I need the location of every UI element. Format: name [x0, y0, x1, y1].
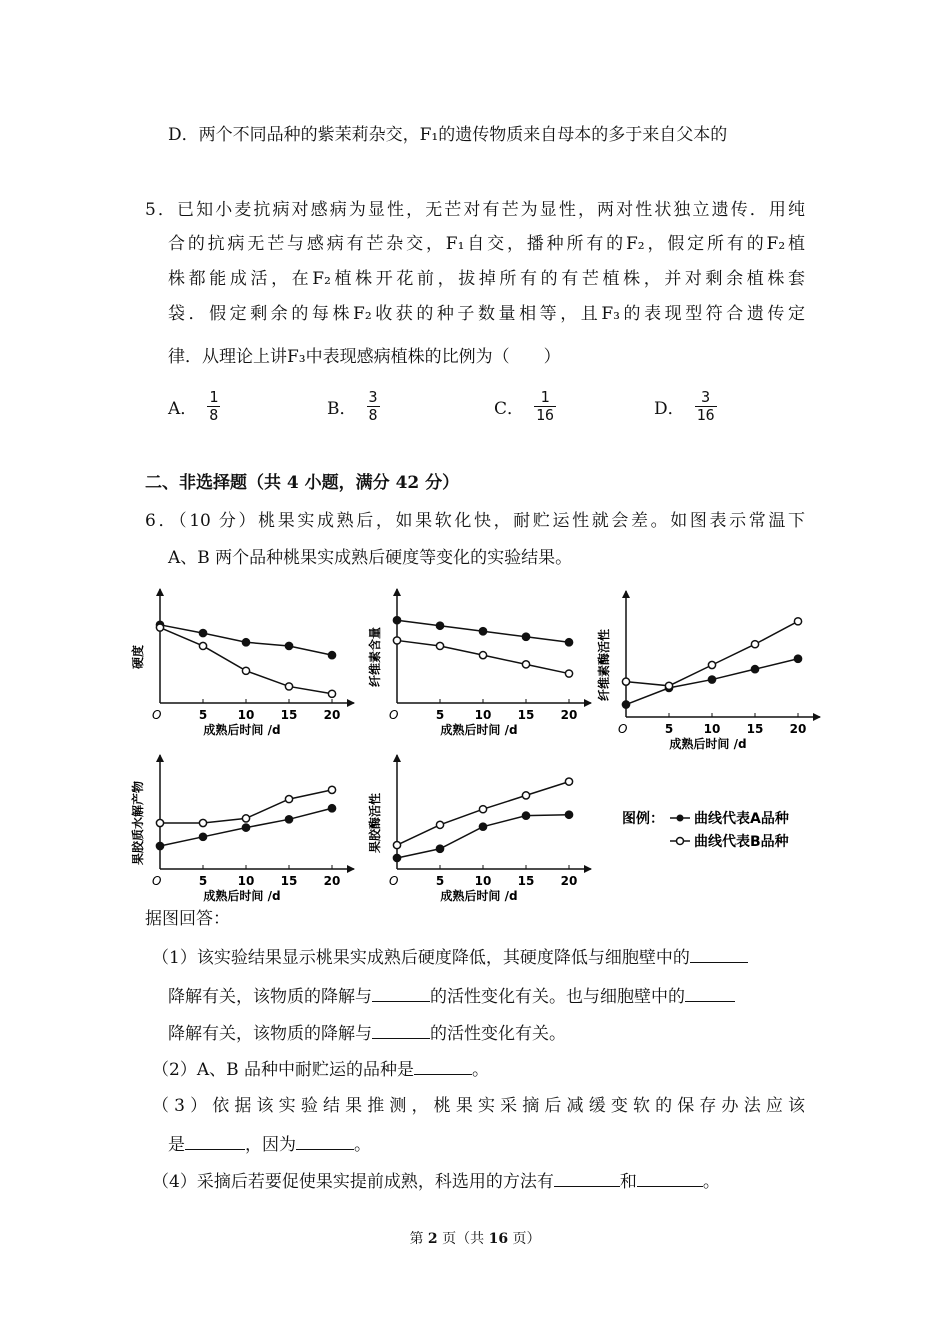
q5-option-d[interactable] — [654, 386, 717, 426]
data-point-a — [479, 628, 486, 635]
x-tick-label: 10 — [703, 722, 721, 736]
data-point-a — [708, 676, 715, 683]
x-axis-label: 成熟后时间 /d — [669, 737, 747, 751]
data-point-b — [199, 819, 206, 826]
x-axis-label: 成熟后时间 /d — [203, 889, 281, 903]
x-tick-label: 15 — [517, 874, 535, 888]
data-point-b — [665, 682, 672, 689]
figure-charts — [0, 585, 950, 905]
data-point-a — [436, 845, 443, 852]
x-tick-label: 10 — [237, 708, 255, 722]
y-axis-label: 果胶质水解产物 — [131, 780, 145, 866]
option-fraction: $\frac{1}{16}$ — [536, 387, 555, 424]
data-point-a — [156, 842, 163, 849]
q5-line-2: 合的抗病无芒与感病有芒杂交，F₁自交，播种所有的F₂，假定所有的F₂植 — [168, 234, 805, 254]
data-point-a — [199, 833, 206, 840]
q6-intro-2: A、B 两个品种桃果实成熟后硬度等变化的实验结果。 — [168, 548, 573, 568]
data-point-a — [565, 639, 572, 646]
y-axis-label: 纤维素含量 — [368, 626, 382, 688]
series-line — [160, 628, 332, 694]
q5-option-a[interactable] — [168, 386, 220, 426]
legend-a-text: 曲线代表A品种 — [694, 811, 789, 827]
data-point-b — [156, 624, 163, 631]
blank-7[interactable] — [296, 1131, 354, 1150]
q5-line-1: 5．已知小麦抗病对感病为显性，无芒对有芒为显性，两对性状独立遗传．用纯 — [145, 200, 805, 220]
data-point-a — [751, 666, 758, 673]
q5-option-c[interactable] — [494, 386, 556, 426]
data-point-a — [565, 811, 572, 818]
origin-label: O — [152, 708, 162, 722]
data-point-b — [242, 667, 249, 674]
section-title: 二、非选择题（共 4 小题，满分 42 分） — [145, 473, 460, 493]
x-tick-label: 5 — [664, 722, 674, 736]
data-point-b — [242, 815, 249, 822]
data-point-b — [436, 821, 443, 828]
q5-option-b[interactable] — [327, 386, 380, 426]
data-point-b — [751, 641, 758, 648]
option-fraction: $\frac{3}{8}$ — [368, 387, 378, 424]
data-point-b — [393, 637, 400, 644]
blank-8[interactable] — [554, 1168, 620, 1187]
x-axis-label: 成熟后时间 /d — [440, 723, 518, 737]
option-label: D． — [654, 398, 685, 419]
x-tick-label: 10 — [474, 874, 492, 888]
y-axis-label: 果胶酶活性 — [368, 792, 382, 854]
data-point-b — [479, 806, 486, 813]
option-fraction: $\frac{3}{16}$ — [696, 387, 715, 424]
legend-marker-a — [677, 815, 684, 822]
data-point-a — [285, 816, 292, 823]
blank-9[interactable] — [637, 1168, 703, 1187]
blank-4[interactable] — [372, 1020, 430, 1039]
legend — [622, 810, 789, 850]
x-tick-label: 20 — [323, 874, 341, 888]
x-tick-label: 15 — [517, 708, 535, 722]
q6-part3-line1: （3）依据该实验结果推测，桃果实采摘后减缓变软的保存办法应该 — [152, 1096, 805, 1116]
q4-option-d: D．两个不同品种的紫茉莉杂交，F₁的遗传物质来自母本的多于来自父本的 — [168, 125, 728, 145]
x-axis-label: 成熟后时间 /d — [203, 723, 281, 737]
data-point-a — [393, 617, 400, 624]
data-point-b — [565, 778, 572, 785]
data-point-b — [199, 642, 206, 649]
data-point-b — [565, 670, 572, 677]
data-point-b — [436, 642, 443, 649]
x-tick-label: 5 — [435, 874, 445, 888]
x-tick-label: 15 — [746, 722, 764, 736]
data-point-b — [522, 661, 529, 668]
q6-intro-1: 6．（10 分）桃果实成熟后，如果软化快，耐贮运性就会差。如图表示常温下 — [145, 511, 805, 531]
blank-6[interactable] — [185, 1131, 245, 1150]
q6-part2: （2）A、B 品种中耐贮运的品种是 。 — [152, 1056, 489, 1082]
page-footer: 第 2 页（共 16 页） — [409, 1231, 541, 1247]
x-axis-label: 成熟后时间 /d — [440, 889, 518, 903]
x-tick-label: 20 — [323, 708, 341, 722]
data-point-a — [522, 812, 529, 819]
data-point-a — [794, 655, 801, 662]
legend-b-text: 曲线代表B品种 — [694, 834, 789, 850]
q6-part3-line2: 是 ，因为 。 — [168, 1131, 371, 1157]
q6-part4: （4）采摘后若要促使果实提前成熟，科选用的方法有 和 。 — [152, 1168, 720, 1194]
q5-line-3: 株都能成活，在F₂植株开花前，拔掉所有的有芒植株，并对剩余植株套 — [168, 269, 805, 289]
data-point-b — [285, 683, 292, 690]
data-point-a — [242, 639, 249, 646]
origin-label: O — [389, 708, 399, 722]
origin-label: O — [618, 722, 628, 736]
data-point-b — [328, 690, 335, 697]
blank-1[interactable] — [690, 944, 748, 963]
data-point-a — [328, 805, 335, 812]
x-tick-label: 20 — [560, 874, 578, 888]
option-label: B． — [327, 398, 357, 419]
x-tick-label: 15 — [280, 708, 298, 722]
x-tick-label: 20 — [560, 708, 578, 722]
legend-title: 图例： — [622, 811, 664, 827]
x-tick-label: 10 — [237, 874, 255, 888]
data-point-a — [622, 701, 629, 708]
x-tick-label: 5 — [198, 874, 208, 888]
x-tick-label: 10 — [474, 708, 492, 722]
blank-2[interactable] — [372, 983, 430, 1002]
data-point-a — [393, 854, 400, 861]
data-point-a — [328, 652, 335, 659]
data-point-b — [622, 678, 629, 685]
origin-label: O — [389, 874, 399, 888]
option-label: A． — [168, 398, 198, 419]
q6-answer-lead: 据图回答： — [145, 909, 230, 929]
data-point-b — [285, 795, 292, 802]
data-point-a — [242, 824, 249, 831]
q6-part1-line2: 降解有关，该物质的降解与 的活性变化有关。也与细胞壁中的 — [168, 983, 735, 1009]
data-point-b — [156, 819, 163, 826]
data-point-b — [479, 652, 486, 659]
data-point-b — [522, 792, 529, 799]
data-point-a — [522, 633, 529, 640]
q5-line-5: 律．从理论上讲F₃中表现感病植株的比例为（ ） — [168, 347, 561, 367]
blank-3[interactable] — [685, 983, 735, 1002]
data-point-b — [393, 841, 400, 848]
x-tick-label: 5 — [198, 708, 208, 722]
q6-part1-line3: 降解有关，该物质的降解与 的活性变化有关。 — [168, 1020, 566, 1046]
x-tick-label: 5 — [435, 708, 445, 722]
data-point-a — [479, 823, 486, 830]
data-point-a — [285, 642, 292, 649]
legend-marker-b — [677, 838, 684, 845]
q6-part1-line1: （1）该实验结果显示桃果实成熟后硬度降低，其硬度降低与细胞壁中的 — [152, 944, 748, 970]
data-point-a — [199, 629, 206, 636]
data-point-b — [328, 786, 335, 793]
series-line — [397, 815, 569, 858]
x-tick-label: 15 — [280, 874, 298, 888]
data-point-b — [794, 618, 801, 625]
x-tick-label: 20 — [789, 722, 807, 736]
data-point-a — [436, 622, 443, 629]
blank-5[interactable] — [414, 1056, 472, 1075]
q5-line-4: 袋．假定剩余的每株F₂收获的种子数量相等，且F₃的表现型符合遗传定 — [168, 304, 805, 324]
option-label: C． — [494, 398, 525, 419]
origin-label: O — [152, 874, 162, 888]
option-fraction: $\frac{1}{8}$ — [209, 387, 219, 424]
y-axis-label: 硬度 — [131, 644, 145, 670]
y-axis-label: 纤维素酶活性 — [597, 628, 611, 702]
data-point-b — [708, 661, 715, 668]
